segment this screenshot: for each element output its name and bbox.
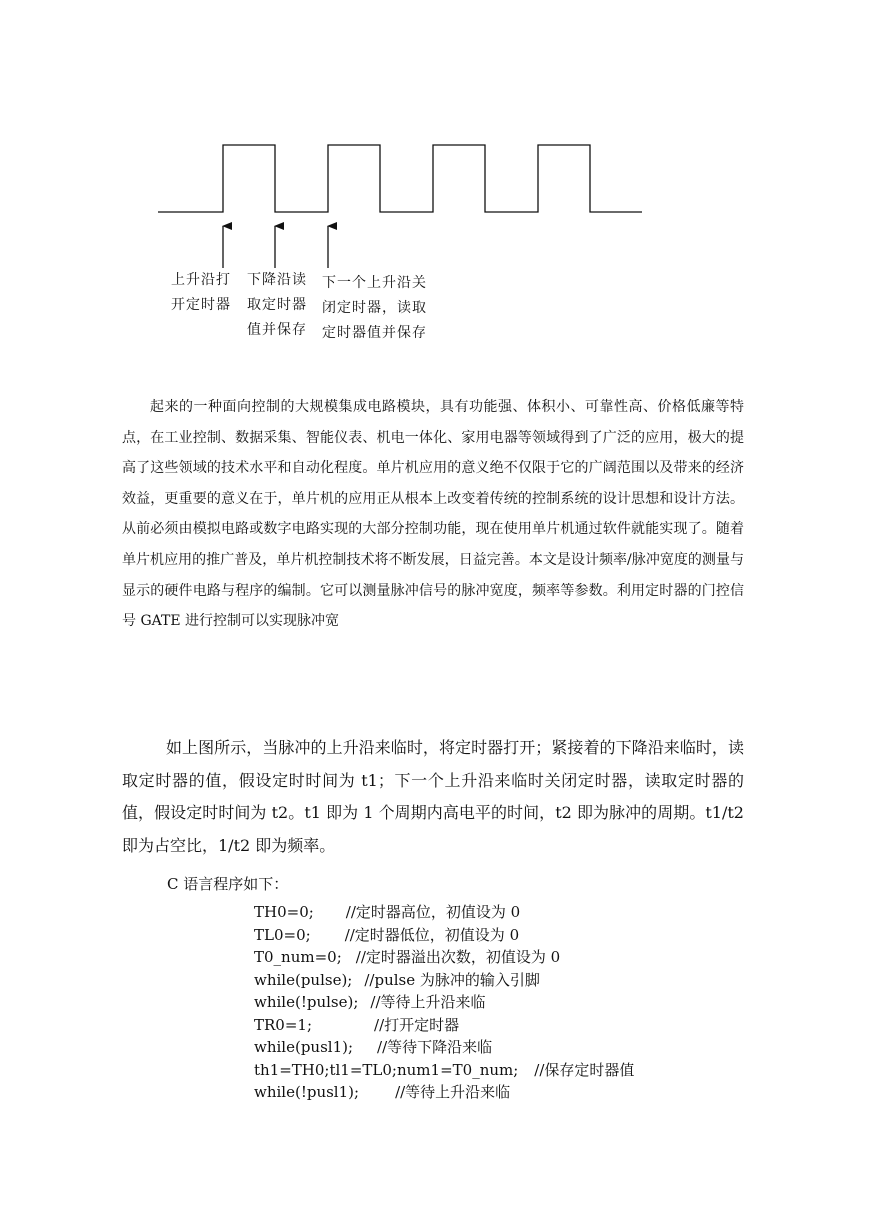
- code-comment: //pulse 为脉冲的输入引脚: [364, 970, 540, 989]
- code-block: [254, 901, 634, 1104]
- code-line: [254, 1081, 634, 1104]
- code-comment: //等待上升沿来临: [370, 993, 486, 1011]
- code-line: [254, 1036, 634, 1059]
- code-statement: while(!pulse);: [254, 993, 359, 1011]
- pulse-timing-diagram: [0, 0, 869, 360]
- falling-edge-label-line: 下降沿读: [247, 272, 307, 288]
- code-line: [254, 969, 634, 992]
- code-line: [254, 901, 634, 924]
- code-statement: TH0=0;: [254, 903, 314, 921]
- rising-edge-label: [171, 268, 231, 318]
- code-statement: TR0=1;: [254, 1015, 313, 1034]
- code-statement: while(!pusl1);: [254, 1083, 360, 1101]
- code-comment: //等待下降沿来临: [377, 1038, 493, 1056]
- code-line: [254, 924, 634, 947]
- code-statement: TL0=0;: [254, 925, 311, 944]
- falling-edge-label: [247, 268, 307, 343]
- pulse-waveform: [158, 145, 642, 212]
- next-rising-edge-label-line: 下一个上升沿关: [322, 275, 427, 291]
- code-line: [254, 946, 634, 969]
- code-statement: while(pusl1);: [254, 1038, 354, 1056]
- code-line: [254, 991, 634, 1014]
- code-line: [254, 1014, 634, 1037]
- code-comment: //等待上升沿来临: [395, 1083, 511, 1101]
- code-comment: //定时器溢出次数，初值设为 0: [355, 948, 561, 966]
- code-comment: //定时器低位，初值设为 0: [344, 925, 520, 944]
- c-program-heading: C 语言程序如下：: [167, 875, 289, 893]
- code-statement: T0_num=0;: [254, 948, 342, 966]
- code-line: [254, 1059, 634, 1082]
- next-rising-edge-label-line: 定时器值并保存: [322, 325, 427, 341]
- rising-edge-label-line: 上升沿打: [171, 272, 231, 288]
- code-comment: //打开定时器: [374, 1015, 460, 1034]
- explanation-paragraph: 如上图所示，当脉冲的上升沿来临时，将定时器打开；紧接着的下降沿来临时，读取定时器的值，假设定时时间为 t1；下一个上升沿来临时关闭定时器，读取定时器的值，假设定时时间为 t2。t1 即为 1 个周期内高电平的时间，t2 即为脉冲的周期。t1/t2 即为占空比，1/t2 即为频率。: [122, 738, 744, 855]
- falling-edge-label-line: 值并保存: [247, 322, 307, 338]
- code-comment: //定时器高位，初值设为 0: [345, 903, 521, 921]
- intro-paragraph: 起来的一种面向控制的大规模集成电路模块，具有功能强、体积小、可靠性高、价格低廉等特点，在工业控制、数据采集、智能仪表、机电一体化、家用电器等领域得到了广泛的应用，极大的提高了这些领域的技术水平和自动化程度。单片机应用的意义绝不仅限于它的广阔范围以及带来的经济效益，更重要的意义在于，单片机的应用正从根本上改变着传统的控制系统的设计思想和设计方法。从前必须由模拟电路或数字电路实现的大部分控制功能，现在使用单片机通过软件就能实现了。随着单片机应用的推广普及，单片机控制技术将不断发展，日益完善。本文是设计频率/脉冲宽度的测量与显示的硬件电路与程序的编制。它可以测量脉冲信号的脉冲宽度，频率等参数。利用定时器的门控信号 GATE 进行控制可以实现脉冲宽: [122, 399, 744, 630]
- code-statement: while(pulse);: [254, 970, 353, 989]
- rising-edge-label-line: 开定时器: [171, 297, 231, 313]
- next-rising-edge-label: [322, 271, 427, 346]
- falling-edge-label-line: 取定时器: [247, 297, 307, 313]
- code-comment: //保存定时器值: [534, 1060, 635, 1079]
- next-rising-edge-label-line: 闭定时器，读取: [322, 300, 427, 316]
- code-statement: th1=TH0;tl1=TL0;num1=T0_num;: [254, 1060, 519, 1079]
